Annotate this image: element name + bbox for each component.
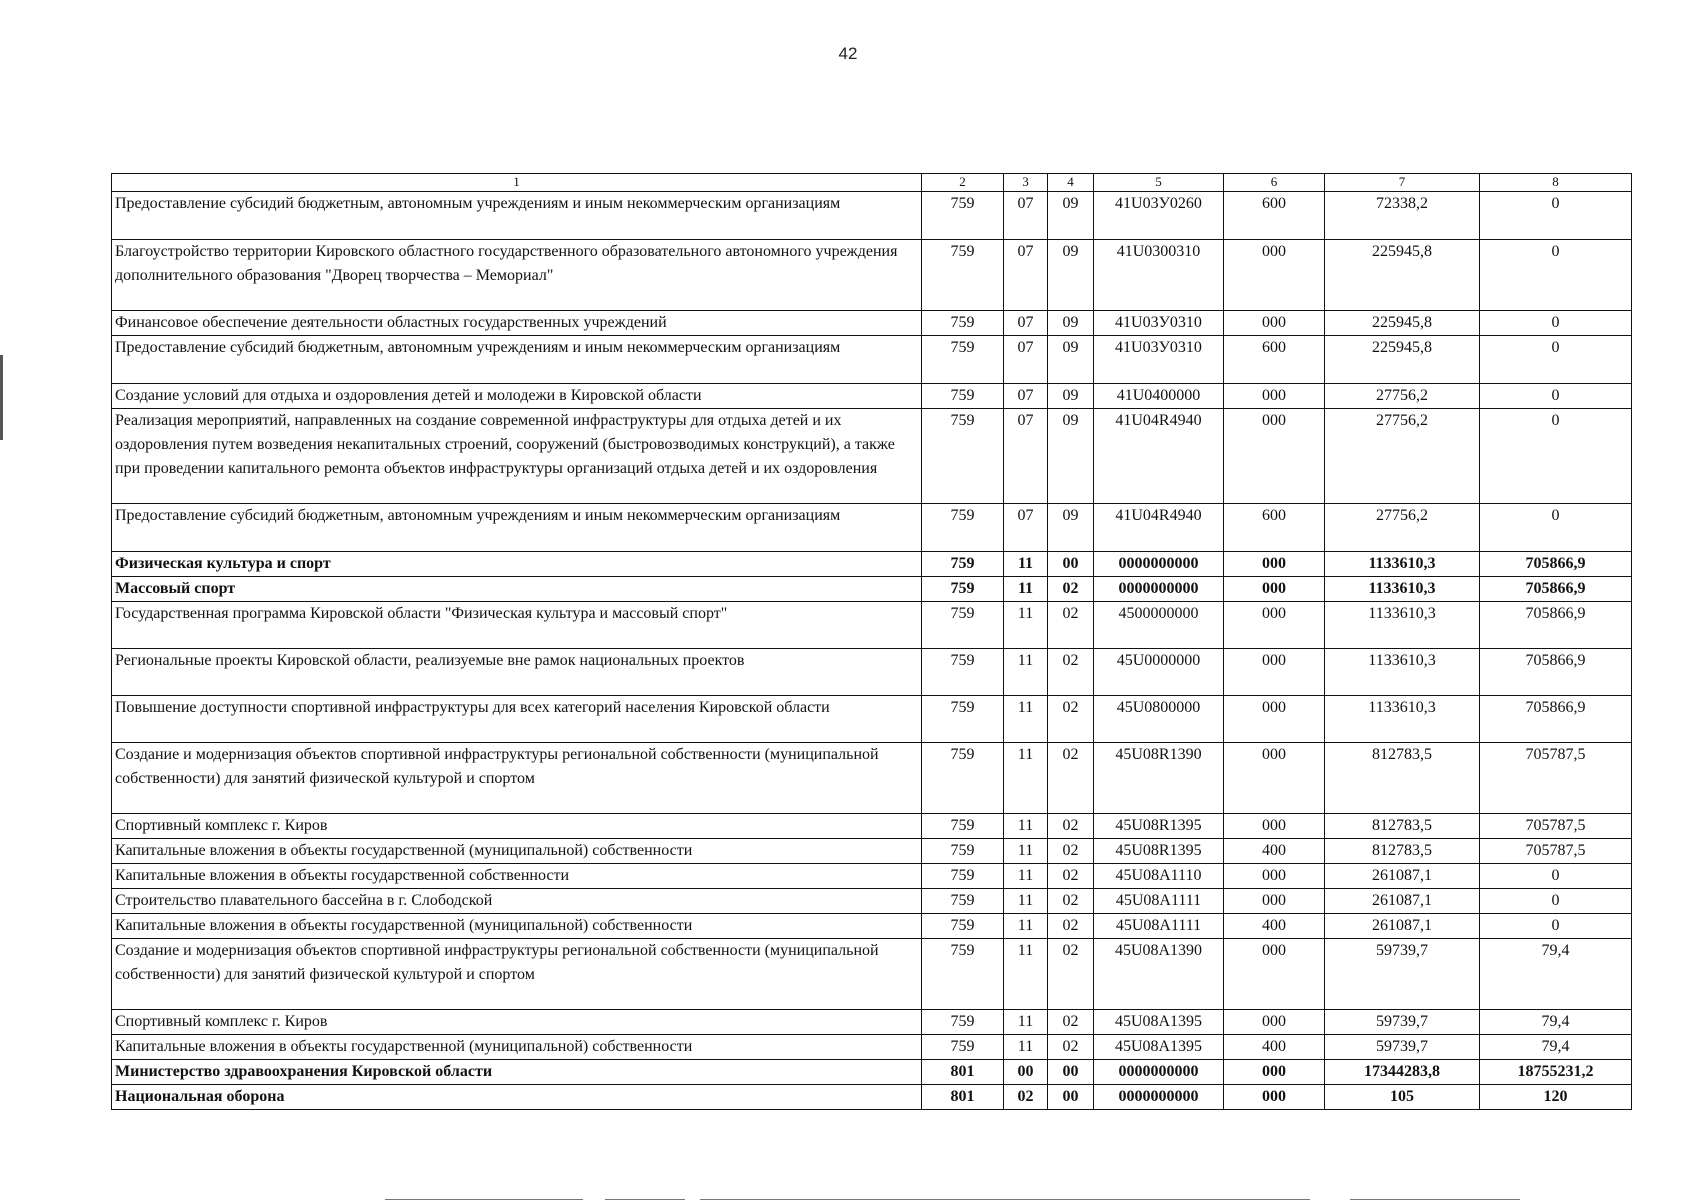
row-code-6: 000 (1224, 602, 1325, 649)
row-value-7: 59739,7 (1325, 1010, 1480, 1035)
row-name: Капитальные вложения в объекты государственной собственности (112, 864, 922, 889)
row-value-7: 17344283,8 (1325, 1060, 1480, 1085)
row-code-4: 02 (1048, 889, 1094, 914)
row-code-2: 759 (922, 839, 1004, 864)
row-code-6: 000 (1224, 1010, 1325, 1035)
row-code-2: 759 (922, 409, 1004, 504)
row-code-6: 000 (1224, 649, 1325, 696)
row-code-2: 759 (922, 649, 1004, 696)
row-value-8: 705787,5 (1480, 814, 1632, 839)
row-code-3: 11 (1004, 552, 1048, 577)
table-row (112, 552, 1632, 577)
table-body (112, 192, 1632, 1110)
row-code-3: 11 (1004, 649, 1048, 696)
row-code-5: 45U08A1111 (1094, 914, 1224, 939)
row-code-4: 02 (1048, 743, 1094, 814)
row-value-8: 0 (1480, 311, 1632, 336)
row-value-8: 705866,9 (1480, 552, 1632, 577)
table-row (112, 864, 1632, 889)
row-code-2: 759 (922, 602, 1004, 649)
row-name: Создание и модернизация объектов спортивной инфраструктуры региональной собственности (муниципальной собственности) для занятий физической культурой и спортом (112, 939, 922, 1010)
row-code-6: 000 (1224, 1060, 1325, 1085)
row-value-8: 0 (1480, 384, 1632, 409)
row-value-8: 0 (1480, 504, 1632, 552)
table-row (112, 743, 1632, 814)
row-code-3: 11 (1004, 1010, 1048, 1035)
table-row (112, 1035, 1632, 1060)
row-code-3: 11 (1004, 602, 1048, 649)
row-value-7: 812783,5 (1325, 839, 1480, 864)
row-code-3: 11 (1004, 814, 1048, 839)
row-name: Спортивный комплекс г. Киров (112, 1010, 922, 1035)
row-name: Капитальные вложения в объекты государственной (муниципальной) собственности (112, 1035, 922, 1060)
row-code-6: 600 (1224, 192, 1325, 240)
row-code-5: 45U08R1395 (1094, 839, 1224, 864)
column-header: 5 (1094, 174, 1224, 192)
row-value-7: 812783,5 (1325, 814, 1480, 839)
row-code-2: 759 (922, 504, 1004, 552)
row-code-3: 11 (1004, 914, 1048, 939)
row-code-2: 759 (922, 696, 1004, 743)
row-name: Предоставление субсидий бюджетным, автономным учреждениям и иным некоммерческим организациям (112, 336, 922, 384)
row-name: Национальная оборона (112, 1085, 922, 1110)
row-name: Строительство плавательного бассейна в г. Слободской (112, 889, 922, 914)
row-value-7: 105 (1325, 1085, 1480, 1110)
row-value-8: 705866,9 (1480, 602, 1632, 649)
row-value-8: 120 (1480, 1085, 1632, 1110)
table-row (112, 839, 1632, 864)
row-code-2: 759 (922, 577, 1004, 602)
row-value-8: 0 (1480, 409, 1632, 504)
row-code-5: 41U03У0310 (1094, 336, 1224, 384)
table-row (112, 577, 1632, 602)
row-name: Физическая культура и спорт (112, 552, 922, 577)
row-code-5: 45U08R1390 (1094, 743, 1224, 814)
row-value-8: 79,4 (1480, 1035, 1632, 1060)
row-code-4: 09 (1048, 384, 1094, 409)
row-code-6: 400 (1224, 914, 1325, 939)
row-value-8: 0 (1480, 914, 1632, 939)
row-code-2: 759 (922, 552, 1004, 577)
row-value-7: 812783,5 (1325, 743, 1480, 814)
row-code-3: 11 (1004, 864, 1048, 889)
row-code-5: 41U03У0260 (1094, 192, 1224, 240)
row-code-6: 400 (1224, 1035, 1325, 1060)
row-code-4: 02 (1048, 577, 1094, 602)
row-name: Предоставление субсидий бюджетным, автономным учреждениям и иным некоммерческим организациям (112, 504, 922, 552)
row-code-5: 41U03У0310 (1094, 311, 1224, 336)
row-code-2: 801 (922, 1085, 1004, 1110)
row-code-3: 07 (1004, 240, 1048, 311)
row-code-6: 000 (1224, 577, 1325, 602)
row-code-6: 600 (1224, 336, 1325, 384)
table-row (112, 1085, 1632, 1110)
table-row (112, 914, 1632, 939)
row-code-5: 45U08R1395 (1094, 814, 1224, 839)
row-value-7: 27756,2 (1325, 504, 1480, 552)
row-code-3: 07 (1004, 384, 1048, 409)
row-name: Региональные проекты Кировской области, реализуемые вне рамок национальных проектов (112, 649, 922, 696)
row-value-8: 705866,9 (1480, 696, 1632, 743)
table-row (112, 409, 1632, 504)
row-code-3: 02 (1004, 1085, 1048, 1110)
table-row (112, 192, 1632, 240)
row-code-5: 45U0800000 (1094, 696, 1224, 743)
row-code-2: 759 (922, 1035, 1004, 1060)
table-row (112, 939, 1632, 1010)
row-code-6: 000 (1224, 696, 1325, 743)
row-code-6: 000 (1224, 889, 1325, 914)
row-value-7: 59739,7 (1325, 939, 1480, 1010)
row-code-4: 02 (1048, 914, 1094, 939)
table-row (112, 814, 1632, 839)
row-code-5: 45U08A1390 (1094, 939, 1224, 1010)
row-value-7: 72338,2 (1325, 192, 1480, 240)
row-value-7: 225945,8 (1325, 336, 1480, 384)
row-code-5: 0000000000 (1094, 1060, 1224, 1085)
row-code-5: 0000000000 (1094, 1085, 1224, 1110)
row-value-8: 0 (1480, 192, 1632, 240)
row-code-4: 02 (1048, 649, 1094, 696)
table-row (112, 696, 1632, 743)
table-row (112, 240, 1632, 311)
column-header: 1 (112, 174, 922, 192)
row-name: Повышение доступности спортивной инфраструктуры для всех категорий населения Кировской области (112, 696, 922, 743)
row-name: Предоставление субсидий бюджетным, автономным учреждениям и иным некоммерческим организациям (112, 192, 922, 240)
row-code-5: 4500000000 (1094, 602, 1224, 649)
row-code-6: 000 (1224, 409, 1325, 504)
row-code-4: 09 (1048, 311, 1094, 336)
header-row (112, 174, 1632, 192)
row-code-3: 11 (1004, 889, 1048, 914)
row-code-6: 000 (1224, 384, 1325, 409)
row-code-3: 07 (1004, 504, 1048, 552)
row-name: Массовый спорт (112, 577, 922, 602)
row-name: Создание условий для отдыха и оздоровления детей и молодежи в Кировской области (112, 384, 922, 409)
row-value-7: 1133610,3 (1325, 577, 1480, 602)
row-value-7: 1133610,3 (1325, 696, 1480, 743)
row-value-8: 79,4 (1480, 1010, 1632, 1035)
row-code-4: 09 (1048, 409, 1094, 504)
row-code-4: 09 (1048, 336, 1094, 384)
row-value-8: 79,4 (1480, 939, 1632, 1010)
row-code-4: 02 (1048, 602, 1094, 649)
row-code-6: 000 (1224, 743, 1325, 814)
row-name: Создание и модернизация объектов спортивной инфраструктуры региональной собственности (муниципальной собственности) для занятий физической культурой и спортом (112, 743, 922, 814)
row-code-4: 02 (1048, 1035, 1094, 1060)
row-code-3: 07 (1004, 409, 1048, 504)
row-code-6: 000 (1224, 552, 1325, 577)
row-value-8: 0 (1480, 889, 1632, 914)
row-code-4: 09 (1048, 192, 1094, 240)
column-header: 2 (922, 174, 1004, 192)
row-code-6: 000 (1224, 240, 1325, 311)
column-header: 3 (1004, 174, 1048, 192)
row-code-2: 759 (922, 889, 1004, 914)
row-name: Государственная программа Кировской области "Физическая культура и массовый спорт" (112, 602, 922, 649)
row-code-3: 11 (1004, 939, 1048, 1010)
table-row (112, 311, 1632, 336)
row-value-7: 1133610,3 (1325, 649, 1480, 696)
row-code-4: 02 (1048, 1010, 1094, 1035)
row-code-5: 45U0000000 (1094, 649, 1224, 696)
row-name: Реализация мероприятий, направленных на создание современной инфраструктуры для отдыха детей и их оздоровления путем возведения некапитальных строений, сооружений (быстровозводимых конструкций), а также при проведении капитального ремонта объектов инфраструктуры организаций отдыха детей и их оздоровления (112, 409, 922, 504)
row-code-5: 45U08A1395 (1094, 1035, 1224, 1060)
row-value-7: 27756,2 (1325, 384, 1480, 409)
row-name: Министерство здравоохранения Кировской области (112, 1060, 922, 1085)
row-value-8: 705866,9 (1480, 649, 1632, 696)
table-row (112, 649, 1632, 696)
row-code-6: 000 (1224, 311, 1325, 336)
row-value-7: 225945,8 (1325, 240, 1480, 311)
budget-table (111, 173, 1632, 1110)
row-code-5: 45U08A1395 (1094, 1010, 1224, 1035)
table-row (112, 504, 1632, 552)
row-code-2: 759 (922, 336, 1004, 384)
row-code-6: 000 (1224, 939, 1325, 1010)
row-code-6: 000 (1224, 1085, 1325, 1110)
row-value-8: 705787,5 (1480, 839, 1632, 864)
row-name: Финансовое обеспечение деятельности областных государственных учреждений (112, 311, 922, 336)
row-value-8: 705866,9 (1480, 577, 1632, 602)
table-row (112, 1010, 1632, 1035)
row-code-3: 11 (1004, 1035, 1048, 1060)
row-code-5: 0000000000 (1094, 577, 1224, 602)
row-code-3: 07 (1004, 336, 1048, 384)
row-code-2: 759 (922, 939, 1004, 1010)
row-code-2: 759 (922, 1010, 1004, 1035)
row-code-2: 759 (922, 743, 1004, 814)
row-code-4: 02 (1048, 814, 1094, 839)
row-code-4: 02 (1048, 696, 1094, 743)
row-code-2: 759 (922, 864, 1004, 889)
row-code-3: 11 (1004, 743, 1048, 814)
row-code-2: 759 (922, 814, 1004, 839)
page-number: 42 (838, 44, 858, 63)
column-header: 7 (1325, 174, 1480, 192)
row-name: Капитальные вложения в объекты государственной (муниципальной) собственности (112, 839, 922, 864)
row-code-3: 07 (1004, 311, 1048, 336)
row-value-7: 1133610,3 (1325, 552, 1480, 577)
row-code-5: 41U0400000 (1094, 384, 1224, 409)
row-code-6: 600 (1224, 504, 1325, 552)
row-value-8: 705787,5 (1480, 743, 1632, 814)
row-code-3: 11 (1004, 839, 1048, 864)
row-value-8: 0 (1480, 336, 1632, 384)
row-code-6: 000 (1224, 814, 1325, 839)
row-value-7: 59739,7 (1325, 1035, 1480, 1060)
row-code-6: 400 (1224, 839, 1325, 864)
row-code-3: 11 (1004, 577, 1048, 602)
table-row (112, 336, 1632, 384)
row-code-4: 02 (1048, 839, 1094, 864)
row-code-4: 00 (1048, 1085, 1094, 1110)
row-code-5: 41U0300310 (1094, 240, 1224, 311)
table-row (112, 889, 1632, 914)
row-code-2: 801 (922, 1060, 1004, 1085)
row-value-7: 261087,1 (1325, 889, 1480, 914)
column-header: 8 (1480, 174, 1632, 192)
row-value-7: 225945,8 (1325, 311, 1480, 336)
row-value-8: 18755231,2 (1480, 1060, 1632, 1085)
row-code-6: 000 (1224, 864, 1325, 889)
row-value-7: 27756,2 (1325, 409, 1480, 504)
table-row (112, 602, 1632, 649)
scan-edge-mark (0, 355, 3, 440)
row-value-8: 0 (1480, 240, 1632, 311)
row-code-5: 41U04R4940 (1094, 504, 1224, 552)
row-code-4: 02 (1048, 939, 1094, 1010)
row-code-3: 00 (1004, 1060, 1048, 1085)
row-code-4: 00 (1048, 1060, 1094, 1085)
column-header: 6 (1224, 174, 1325, 192)
row-code-4: 09 (1048, 240, 1094, 311)
row-name: Благоустройство территории Кировского областного государственного образовательного автономного учреждения дополнительного образования "Дворец творчества – Мемориал" (112, 240, 922, 311)
row-value-7: 261087,1 (1325, 864, 1480, 889)
column-header: 4 (1048, 174, 1094, 192)
row-code-2: 759 (922, 914, 1004, 939)
row-code-5: 41U04R4940 (1094, 409, 1224, 504)
row-code-3: 11 (1004, 696, 1048, 743)
row-code-2: 759 (922, 192, 1004, 240)
table-row (112, 384, 1632, 409)
table-row (112, 1060, 1632, 1085)
row-code-5: 0000000000 (1094, 552, 1224, 577)
row-name: Спортивный комплекс г. Киров (112, 814, 922, 839)
row-value-8: 0 (1480, 864, 1632, 889)
row-code-4: 02 (1048, 864, 1094, 889)
row-code-3: 07 (1004, 192, 1048, 240)
row-code-5: 45U08A1111 (1094, 889, 1224, 914)
row-code-4: 00 (1048, 552, 1094, 577)
row-code-2: 759 (922, 311, 1004, 336)
row-code-4: 09 (1048, 504, 1094, 552)
row-code-2: 759 (922, 384, 1004, 409)
row-code-2: 759 (922, 240, 1004, 311)
row-code-5: 45U08A1110 (1094, 864, 1224, 889)
row-name: Капитальные вложения в объекты государственной (муниципальной) собственности (112, 914, 922, 939)
row-value-7: 1133610,3 (1325, 602, 1480, 649)
row-value-7: 261087,1 (1325, 914, 1480, 939)
